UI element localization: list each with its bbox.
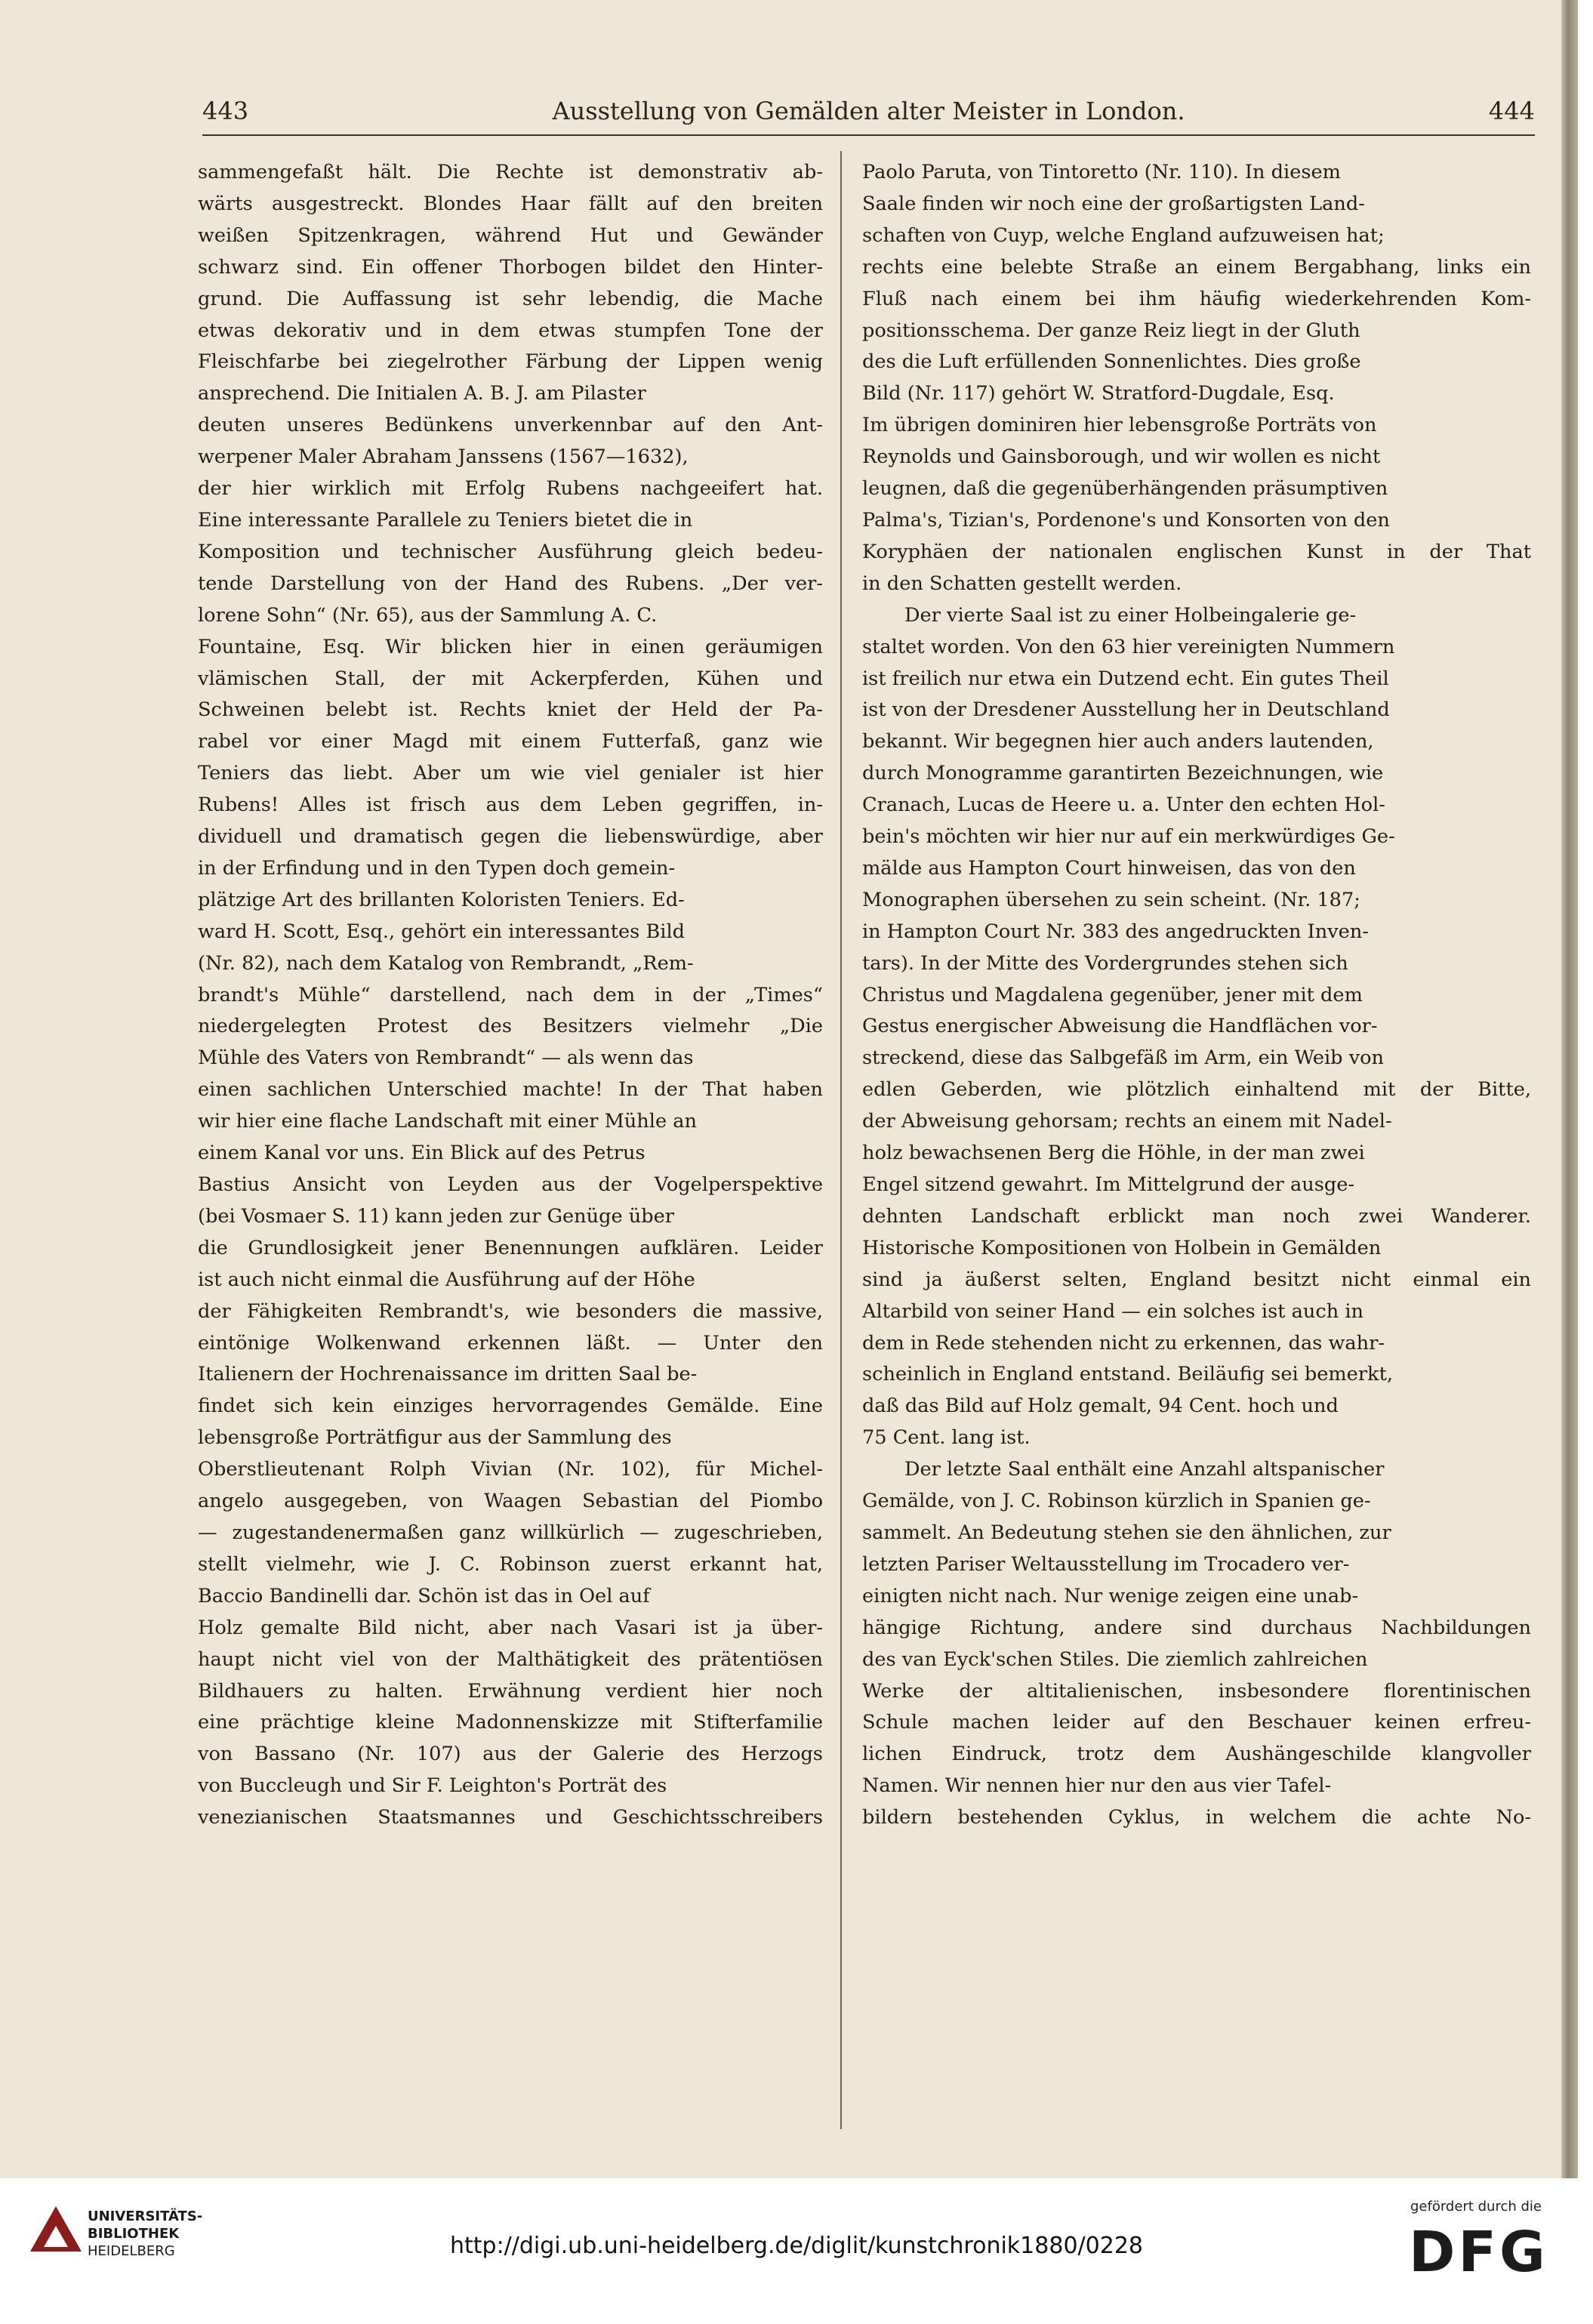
text-line: Bastius Ansicht von Leyden aus der Vogelperspektive — [198, 1173, 823, 1196]
text-line: mälde aus Hampton Court hinweisen, das von den — [862, 856, 1356, 880]
text-line: brandt's Mühle“ darstellend, nach dem in der „Times“ — [198, 983, 823, 1006]
text-line: Teniers das liebt. Aber um wie viel genialer ist hier — [198, 762, 823, 785]
text-line: dem in Rede stehenden nicht zu erkennen, das wahr- — [862, 1331, 1385, 1355]
text-line: Cranach, Lucas de Heere u. a. Unter den echten Hol- — [862, 794, 1385, 817]
text-line: leugnen, daß die gegenüberhängenden präsumptiven — [862, 477, 1388, 501]
text-column-left — [198, 157, 823, 2128]
text-line: edlen Geberden, wie plötzlich einhaltend mit der Bitte, — [862, 1078, 1531, 1102]
text-line: grund. Die Auffassung ist sehr lebendig, die Mache — [198, 287, 823, 310]
text-line: ist freilich nur etwa ein Dutzend echt. Ein gutes Theil — [862, 667, 1389, 690]
text-line: Namen. Wir nennen hier nur den aus vier Tafel- — [862, 1774, 1332, 1798]
text-line: niedergelegten Protest des Besitzers vielmehr „Die — [198, 1015, 823, 1038]
text-line: sammelt. An Bedeutung stehen sie den ähnlichen, zur — [862, 1521, 1391, 1544]
text-line: wir hier eine flache Landschaft mit einer Mühle an — [198, 1110, 697, 1133]
text-line: eintönige Wolkenwand erkennen läßt. — Unter den — [198, 1331, 823, 1355]
text-line: sind ja äußerst selten, England besitzt nicht einmal ein — [862, 1268, 1531, 1291]
page-number-left: 443 — [202, 97, 249, 125]
text-line: Italienern der Hochrenaissance im dritten Saal be- — [198, 1363, 698, 1386]
text-line: Holz gemalte Bild nicht, aber nach Vasari ist ja über- — [198, 1616, 823, 1639]
text-line: tende Darstellung von der Hand des Rubens. „Der ver- — [198, 572, 823, 595]
text-line: durch Monogramme garantirten Bezeichnungen, wie — [862, 762, 1384, 785]
text-line: ward H. Scott, Esq., gehört ein interessantes Bild — [198, 920, 686, 943]
text-line: venezianischen Staatsmannes und Geschichtsschreibers — [198, 1806, 823, 1829]
text-line: Der letzte Saal enthält eine Anzahl altspanischer — [904, 1458, 1385, 1481]
library-name-line1: UNIVERSITÄTS- — [88, 2208, 203, 2224]
dfg-logo-mark: DFG — [1409, 2220, 1548, 2285]
text-line: in Hampton Court Nr. 383 des angedruckten Inven- — [862, 920, 1369, 943]
text-line: Altarbild von seiner Hand — ein solches ist auch in — [862, 1299, 1364, 1323]
text-line: Mühle des Vaters von Rembrandt“ — als wenn das — [198, 1046, 694, 1070]
library-name-line3: HEIDELBERG — [88, 2243, 175, 2259]
text-line: des van Eyck'schen Stiles. Die ziemlich zahlreichen — [862, 1647, 1368, 1671]
source-url-link[interactable]: http://digi.ub.uni-heidelberg.de/diglit/kunstchronik1880/0228 — [449, 2233, 1143, 2259]
text-line: sammengefaßt hält. Die Rechte ist demonstrativ ab- — [198, 161, 823, 183]
text-line: rechts eine belebte Straße an einem Bergabhang, links ein — [862, 255, 1531, 279]
text-line: hängige Richtung, andere sind durchaus Nachbildungen — [862, 1616, 1531, 1639]
text-line: tars). In der Mitte des Vordergrundes stehen sich — [862, 951, 1348, 975]
text-line: lorene Sohn“ (Nr. 65), aus der Sammlung A. C. — [198, 603, 658, 627]
funding-caption: gefördert durch die — [1410, 2199, 1542, 2215]
text-line: streckend, diese das Salbgefäß im Arm, ein Weib von — [862, 1046, 1385, 1070]
text-line: Fountaine, Esq. Wir blicken hier in einen geräumigen — [198, 635, 823, 658]
text-line: in der Erfindung und in den Typen doch gemein- — [198, 856, 676, 880]
column-divider — [840, 151, 842, 2129]
text-line: einem Kanal vor uns. Ein Blick auf des Petrus — [198, 1142, 646, 1165]
text-line: Palma's, Tizian's, Pordenone's und Konsorten von den — [862, 508, 1390, 532]
text-line: stellt vielmehr, wie J. C. Robinson zuerst erkannt hat, — [198, 1552, 823, 1576]
text-line: von Bassano (Nr. 107) aus der Galerie des Herzogs — [198, 1743, 823, 1766]
text-line: (bei Vosmaer S. 11) kann jeden zur Genüge über — [198, 1204, 675, 1228]
text-line: 75 Cent. lang ist. — [862, 1426, 1031, 1450]
dfg-logo — [1401, 2199, 1575, 2297]
page-number-right: 444 — [1488, 97, 1535, 125]
text-line: Werke der altitalienischen, insbesondere florentinischen — [862, 1679, 1531, 1703]
text-line: wärts ausgestreckt. Blondes Haar fällt auf den breiten — [198, 192, 823, 215]
text-line: der Abweisung gehorsam; rechts an einem mit Nadel- — [862, 1110, 1392, 1133]
text-line: Bildhauers zu halten. Erwähnung verdient hier noch — [198, 1679, 823, 1703]
text-line: (Nr. 82), nach dem Katalog von Rembrandt, „Rem- — [198, 951, 694, 975]
text-line: schaften von Cuyp, welche England aufzuweisen hat; — [862, 223, 1385, 247]
text-line: werpener Maler Abraham Janssens (1567—1632), — [198, 445, 689, 469]
text-line: angelo ausgegeben, von Waagen Sebastian del Piombo — [198, 1490, 823, 1513]
text-line: weißen Spitzenkragen, während Hut und Gewänder — [198, 223, 823, 247]
text-line: in den Schatten gestellt werden. — [862, 572, 1182, 595]
text-line: Im übrigen dominiren hier lebensgroße Porträts von — [862, 414, 1377, 437]
text-line: eine prächtige kleine Madonnenskizze mit Stifterfamilie — [198, 1711, 823, 1734]
text-line: Der vierte Saal ist zu einer Holbeingalerie ge- — [904, 603, 1357, 627]
text-line: daß das Bild auf Holz gemalt, 94 Cent. hoch und — [862, 1395, 1339, 1418]
text-line: Monographen übersehen zu sein scheint. (Nr. 187; — [862, 888, 1360, 911]
running-header — [202, 89, 1535, 134]
text-line: haupt nicht viel von der Malthätigkeit des prätentiösen — [198, 1647, 823, 1671]
running-title: Ausstellung von Gemälden alter Meister in London. — [552, 97, 1185, 125]
text-line: Koryphäen der nationalen englischen Kunst in der That — [862, 540, 1531, 563]
text-line: dividuell und dramatisch gegen die liebenswürdige, aber — [198, 825, 823, 849]
text-line: Christus und Magdalena gegenüber, jener mit dem — [862, 983, 1363, 1006]
text-line: schwarz sind. Ein offener Thorbogen bildet den Hinter- — [198, 255, 823, 279]
text-line: plätzige Art des brillanten Koloristen Teniers. Ed- — [198, 888, 685, 911]
text-line: Fluß nach einem bei ihm häufig wiederkehrenden Kom- — [862, 287, 1531, 310]
page-edge — [1561, 0, 1578, 2178]
text-line: lebensgroße Porträtfigur aus der Sammlung des — [198, 1426, 672, 1450]
text-line: Bild (Nr. 117) gehört W. Stratford-Dugdale, Esq. — [862, 382, 1335, 405]
text-line: der Fähigkeiten Rembrandt's, wie besonders die massive, — [198, 1299, 823, 1323]
text-line: ist von der Dresdener Ausstellung her in Deutschland — [862, 698, 1390, 722]
text-line: bein's möchten wir hier nur auf ein merkwürdiges Ge- — [862, 825, 1395, 849]
library-name-line2: BIBLIOTHEK — [88, 2226, 180, 2242]
text-line: des die Luft erfüllenden Sonnenlichtes. Dies große — [862, 350, 1361, 374]
text-line: Gemälde, von J. C. Robinson kürzlich in Spanien ge- — [862, 1490, 1371, 1513]
header-rule — [202, 134, 1535, 136]
text-line: — zugestandenermaßen ganz willkürlich — zugeschrieben, — [198, 1521, 823, 1544]
text-line: etwas dekorativ und in dem etwas stumpfen Tone der — [198, 319, 823, 342]
text-line: positionsschema. Der ganze Reiz liegt in der Gluth — [862, 319, 1360, 342]
text-line: der hier wirklich mit Erfolg Rubens nachgeeifert hat. — [198, 477, 823, 501]
text-line: bekannt. Wir begegnen hier auch anders lautenden, — [862, 730, 1374, 754]
text-line: scheinlich in England entstand. Beiläufig sei bemerkt, — [862, 1363, 1393, 1386]
text-line: rabel vor einer Magd mit einem Futterfaß, ganz wie — [198, 730, 823, 754]
text-line: Oberstlieutenant Rolph Vivian (Nr. 102), für Michel- — [198, 1458, 823, 1481]
text-line: Schule machen leider auf den Beschauer keinen erfreu- — [862, 1711, 1531, 1734]
text-line: einigten nicht nach. Nur wenige zeigen eine unab- — [862, 1584, 1359, 1607]
text-line: Fleischfarbe bei ziegelrother Färbung der Lippen wenig — [198, 350, 823, 374]
text-line: einen sachlichen Unterschied machte! In der That haben — [198, 1078, 823, 1102]
text-line: staltet worden. Von den 63 hier vereinigten Nummern — [862, 635, 1395, 658]
text-line: Komposition und technischer Ausführung gleich bedeu- — [198, 540, 823, 563]
text-line: ansprechend. Die Initialen A. B. J. am Pilaster — [198, 382, 646, 405]
text-line: Gestus energischer Abweisung die Handflächen vor- — [862, 1015, 1378, 1038]
text-line: vlämischen Stall, der mit Ackerpferden, Kühen und — [198, 667, 823, 690]
text-line: Baccio Bandinelli dar. Schön ist das in Oel auf — [198, 1584, 650, 1607]
text-line: findet sich kein einziges hervorragendes Gemälde. Eine — [198, 1395, 823, 1418]
text-line: ist auch nicht einmal die Ausführung auf der Höhe — [198, 1268, 695, 1291]
text-line: bildern bestehenden Cyklus, in welchem die achte No- — [862, 1806, 1531, 1829]
text-line: letzten Pariser Weltausstellung im Trocadero ver- — [862, 1552, 1350, 1576]
text-line: Eine interessante Parallele zu Teniers bietet die in — [198, 508, 693, 532]
text-line: Saale finden wir noch eine der großartigsten Land- — [862, 192, 1365, 215]
text-line: Schweinen belebt ist. Rechts kniet der Held der Pa- — [198, 698, 823, 722]
text-line: die Grundlosigkeit jener Benennungen aufklären. Leider — [198, 1236, 823, 1259]
text-line: von Buccleugh und Sir F. Leighton's Porträt des — [198, 1774, 667, 1798]
text-line: lichen Eindruck, trotz dem Aushängeschilde klangvoller — [862, 1743, 1531, 1766]
text-line: deuten unseres Bedünkens unverkennbar auf den Ant- — [198, 414, 823, 437]
text-column-right — [862, 157, 1531, 2128]
text-line: Historische Kompositionen von Holbein in Gemälden — [862, 1236, 1382, 1259]
text-line: Rubens! Alles ist frisch aus dem Leben gegriffen, in- — [198, 794, 823, 817]
text-line: holz bewachsenen Berg die Höhle, in der man zwei — [862, 1142, 1365, 1165]
text-line: dehnten Landschaft erblickt man noch zwei Wanderer. — [862, 1204, 1531, 1228]
text-line: Paolo Paruta, von Tintoretto (Nr. 110). In diesem — [862, 161, 1341, 183]
text-line: Reynolds und Gainsborough, und wir wollen es nicht — [862, 445, 1381, 469]
text-line: Engel sitzend gewahrt. Im Mittelgrund der ausge- — [862, 1173, 1355, 1196]
